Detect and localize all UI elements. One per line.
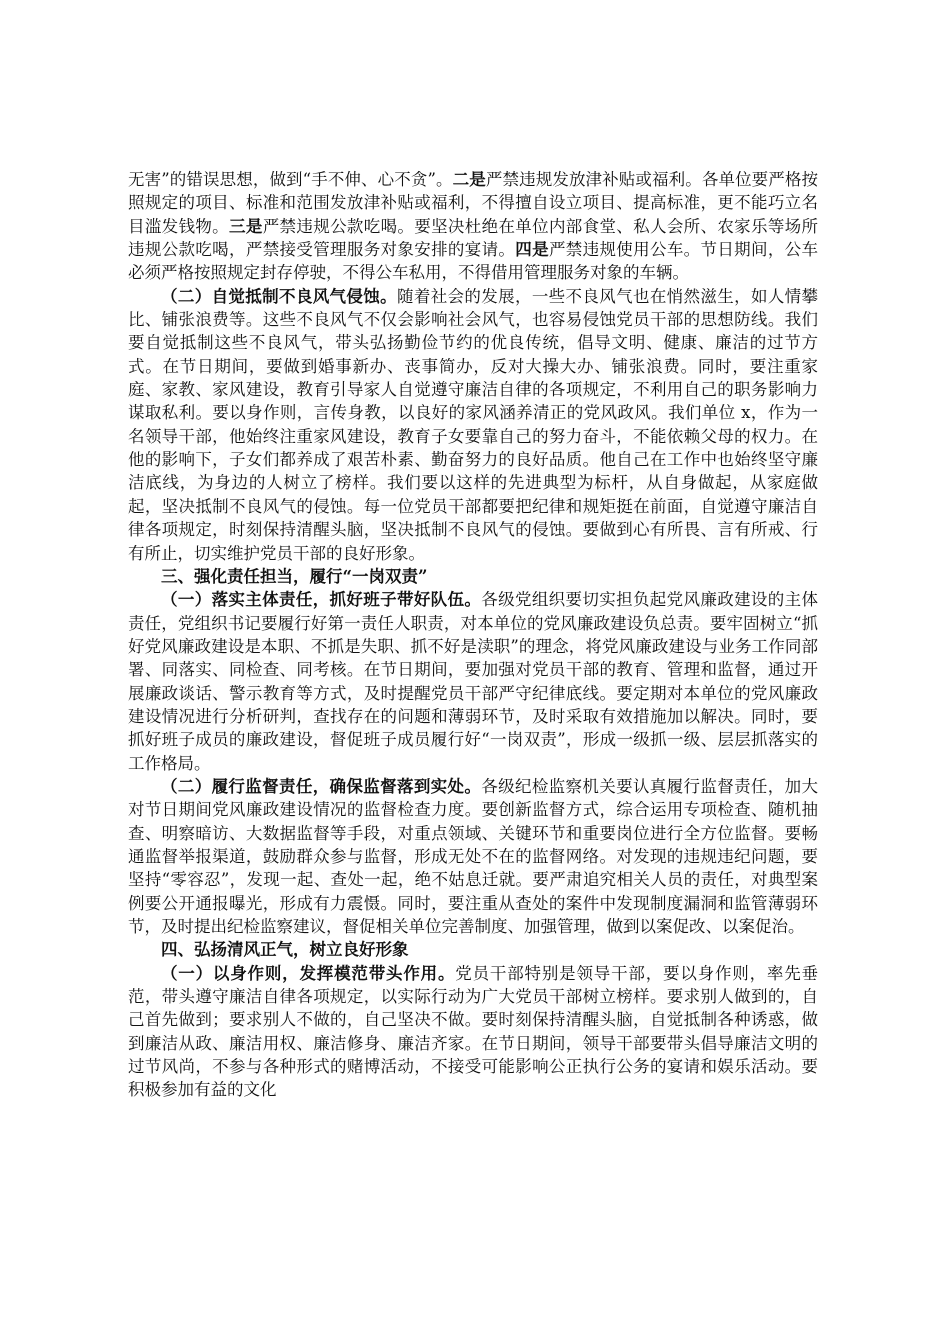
text-run: 严禁违规发放津补贴或福利。各单位要严格按照规定的项目、标准和范围发放津补贴或福利，不得擅自设立项目、提高标准，更不能巧立名目滥发钱物。: [128, 170, 819, 236]
paragraph-lead-by-example: [128, 962, 818, 1102]
emphasis-run: 三是: [229, 216, 263, 236]
document-body: [128, 168, 818, 1102]
paragraph-main-responsibility: [128, 588, 818, 775]
subheading-run: （二）自觉抵制不良风气侵蚀。: [161, 286, 397, 306]
text-run: 各级党组织要切实担负起党风廉政建设的主体责任，党组织书记要履行好第一责任人职责，对本单位的党风廉政建设负总责。要牢固树立“抓好党风廉政建设是本职、不抓是失职、抓不好是渎职”的理念，将党风廉政建设与业务工作同部署、同落实、同检查、同考核。在节日期间，要加强对党员干部的教育、管理和监督，通过开展廉政谈话、警示教育等方式，及时提醒党员干部严守纪律底线。要定期对本单位的党风廉政建设情况进行分析研判，查找存在的问题和薄弱环节，及时采取有效措施加以解决。同时，要抓好班子成员的廉政建设，督促班子成员履行好“一岗双责”，形成一级抓一级、层层抓落实的工作格局。: [128, 590, 819, 773]
heading-text: 三、强化责任担当，履行“一岗双责”: [161, 566, 428, 586]
emphasis-run: 四是: [515, 240, 549, 260]
heading-text: 四、弘扬清风正气，树立良好形象: [161, 940, 409, 960]
paragraph-prohibitions: [128, 168, 818, 285]
text-run: 严禁违规公款吃喝。要坚决杜绝在单位内部食堂、私人会所、农家乐等场所违规公款吃喝，严禁接受管理服务对象安排的宴请。: [128, 216, 819, 260]
subheading-run: （一）落实主体责任，抓好班子带好队伍。: [161, 590, 482, 610]
paragraph-supervision-responsibility: [128, 775, 818, 938]
section-heading-4: [128, 938, 818, 961]
paragraph-resist-bad-customs: [128, 285, 818, 565]
text-run: 严禁违规使用公车。节日期间，公车必须严格按照规定封存停驶，不得公车私用，不得借用管理服务对象的车辆。: [128, 240, 819, 283]
text-run: 党员干部特别是领导干部，要以身作则，率先垂范，带头遵守廉洁自律各项规定，以实际行动为广大党员干部树立榜样。要求别人做到的，自己首先做到；要求别人不做的，自己坚决不做。要时刻保持清醒头脑，自觉抵制各种诱惑，做到廉洁从政、廉洁用权、廉洁修身、廉洁齐家。在节日期间，领导干部要带头倡导廉洁文明的过节风尚，不参与各种形式的赌博活动，不接受可能影响公正执行公务的宴请和娱乐活动。要积极参加有益的文化: [128, 963, 819, 1100]
section-heading-3: [128, 565, 818, 588]
emphasis-run: 二是: [452, 170, 486, 189]
text-run: 随着社会的发展，一些不良风气也在悄然滋生，如人情攀比、铺张浪费等。这些不良风气不仅会影响社会风气，也容易侵蚀党员干部的思想防线。我们要自觉抵制这些不良风气，带头弘扬勤俭节约的优良传统，倡导文明、健康、廉洁的过节方式。在节日期间，要做到婚事新办、丧事简办，反对大操大办、铺张浪费。同时，要注重家庭、家教、家风建设，教育引导家人自觉遵守廉洁自律的各项规定，不利用自己的职务影响力谋取私利。要以身作则，言传身教，以良好的家风涵养清正的党风政风。我们单位 x，作为一名领导干部，他始终注重家风建设，教育子女要靠自己的努力奋斗，不能依赖父母的权力。在他的影响下，子女们都养成了艰苦朴素、勤奋努力的良好品质。他自己在工作中也始终坚守廉洁底线，为身边的人树立了榜样。我们要以这样的先进典型为标杆，从自身做起，从家庭做起，坚决抵制不良风气的侵蚀。每一位党员干部都要把纪律和规矩挺在前面，自觉遵守廉洁自律各项规定，时刻保持清醒头脑，坚决抵制不良风气的侵蚀。要做到心有所畏、言有所戒、行有所止，切实维护党员干部的良好形象。: [128, 286, 819, 563]
subheading-run: （二）履行监督责任，确保监督落到实处。: [161, 776, 482, 796]
text-run: 无害”的错误思想，做到“手不伸、心不贪”。: [128, 170, 453, 189]
subheading-run: （一）以身作则，发挥模范带头作用。: [161, 963, 456, 983]
text-run: 各级纪检监察机关要认真履行监督责任，加大对节日期间党风廉政建设情况的监督检查力度。要创新监督方式，综合运用专项检查、随机抽查、明察暗访、大数据监督等手段，对重点领域、关键环节和重要岗位进行全方位监督。要畅通监督举报渠道，鼓励群众参与监督，形成无处不在的监督网络。对发现的违规违纪问题，要坚持“零容忍”，发现一起、查处一起，绝不姑息迁就。要严肃追究相关人员的责任，对典型案例要公开通报曝光，形成有力震慑。同时，要注重从查处的案件中发现制度漏洞和监管薄弱环节，及时提出纪检监察建议，督促相关单位完善制度、加强管理，做到以案促改、以案促治。: [128, 776, 819, 936]
